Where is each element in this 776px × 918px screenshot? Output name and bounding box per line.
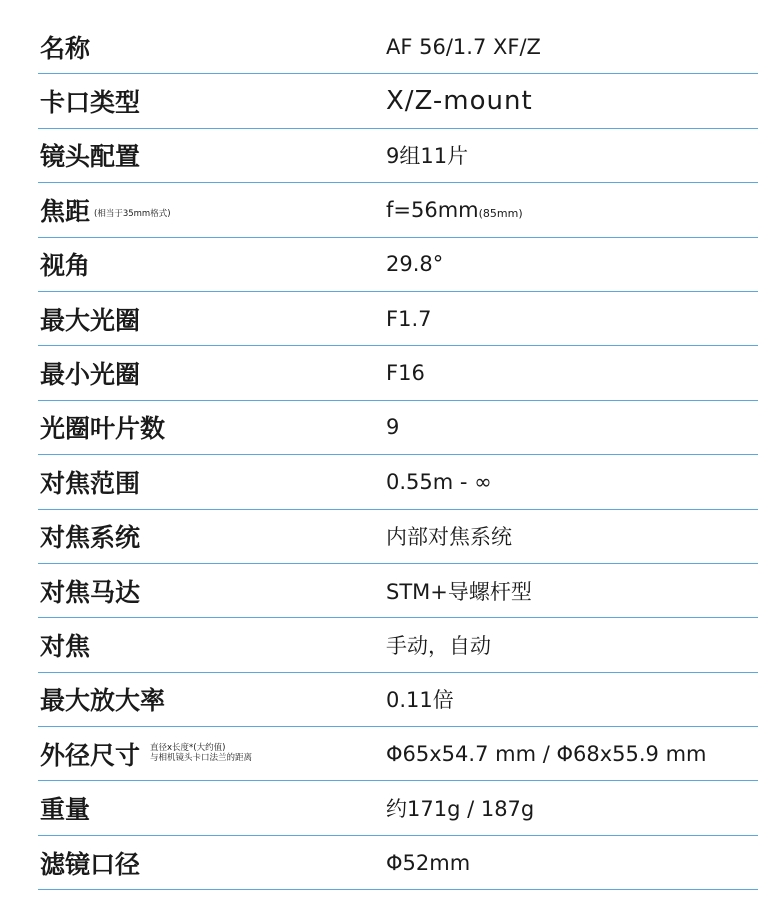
spec-value-group <box>386 198 523 222</box>
spec-row-max-aperture <box>38 292 758 346</box>
spec-label: 最大放大率 <box>40 686 166 716</box>
spec-value: 0.11倍 <box>386 688 454 713</box>
spec-label-note-line: 直径x长度*(大约值) <box>150 743 226 753</box>
spec-label-note: (相当于35mm格式) <box>94 208 171 219</box>
spec-row-focus-range <box>38 455 758 509</box>
spec-label: 对焦 <box>40 631 91 661</box>
spec-row-mount <box>38 74 758 128</box>
spec-label: 光圈叶片数 <box>40 414 166 444</box>
spec-label: 重量 <box>40 795 91 825</box>
spec-row-name <box>38 20 758 74</box>
spec-value: 手动，自动 <box>386 633 491 658</box>
spec-row-min-aperture <box>38 346 758 400</box>
spec-row-focus-motor <box>38 564 758 618</box>
spec-value: F1.7 <box>386 306 432 331</box>
spec-value: STM+导螺杆型 <box>386 579 532 604</box>
spec-table <box>38 20 758 890</box>
spec-label: 镜头配置 <box>40 142 141 172</box>
spec-row-dimensions <box>38 727 758 781</box>
spec-label: 滤镜口径 <box>40 849 141 879</box>
spec-label: 名称 <box>40 33 91 63</box>
spec-label: 卡口类型 <box>40 88 141 118</box>
spec-row-filter-size <box>38 836 758 890</box>
spec-value: Φ65x54.7 mm / Φ68x55.9 mm <box>386 741 707 766</box>
spec-label-group <box>40 192 171 228</box>
spec-value: 内部对焦系统 <box>386 525 512 550</box>
spec-label: 最大光圈 <box>40 305 141 335</box>
spec-value: F16 <box>386 361 425 386</box>
spec-row-aperture-blades <box>38 401 758 455</box>
spec-row-focus-system <box>38 510 758 564</box>
spec-label: 外径尺寸 <box>40 740 141 770</box>
spec-label-note-line: 与相机镜头卡口法兰的距离 <box>150 752 253 763</box>
spec-label-note <box>150 744 252 764</box>
spec-label: 对焦马达 <box>40 577 141 607</box>
spec-row-angle-of-view <box>38 238 758 292</box>
spec-row-weight <box>38 781 758 835</box>
spec-value: 9 <box>386 415 400 440</box>
spec-value-note: (85mm) <box>478 206 523 220</box>
spec-row-construction <box>38 129 758 183</box>
spec-row-max-magnification <box>38 673 758 727</box>
spec-row-focal-length <box>38 183 758 237</box>
spec-label: 焦距 <box>40 196 91 226</box>
spec-value: AF 56/1.7 XF/Z <box>386 34 541 59</box>
spec-label: 最小光圈 <box>40 360 141 390</box>
spec-value: 约171g / 187g <box>386 797 535 822</box>
spec-label: 对焦系统 <box>40 523 141 553</box>
spec-value: f=56mm <box>386 197 479 222</box>
spec-value: 0.55m - ∞ <box>386 469 492 494</box>
spec-value: X/Z-mount <box>386 86 533 117</box>
spec-row-focus-mode <box>38 618 758 672</box>
spec-value: 29.8° <box>386 252 444 277</box>
spec-value: 9组11片 <box>386 144 469 169</box>
spec-value: Φ52mm <box>386 850 471 875</box>
spec-label: 对焦范围 <box>40 468 141 498</box>
spec-label: 视角 <box>40 251 91 281</box>
spec-label-group <box>40 736 252 772</box>
